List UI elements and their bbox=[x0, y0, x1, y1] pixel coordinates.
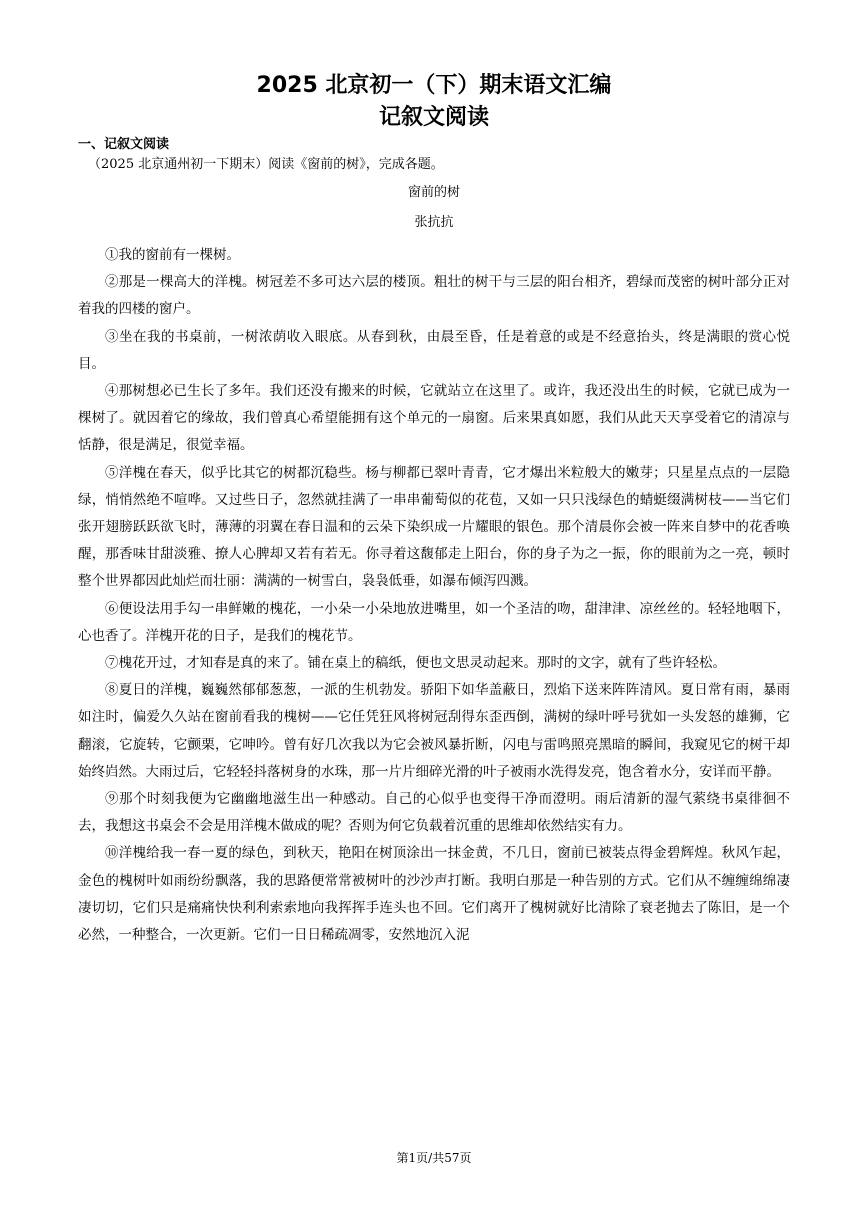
essay-paragraph-9: ⑨那个时刻我便为它幽幽地滋生出一种感动。自己的心似乎也变得干净而澄明。雨后清新的湿气萦绕书桌徘徊不去，我想这书桌会不会是用洋槐木做成的呢？否则为何它负载着沉重的思维却依然结实有力。 bbox=[78, 791, 790, 835]
essay-title: 窗前的树 bbox=[407, 185, 460, 200]
essay-author: 张抗抗 bbox=[414, 215, 454, 230]
essay-body bbox=[78, 242, 790, 949]
section-heading: 一、记叙文阅读 bbox=[78, 137, 170, 152]
essay-paragraph-5: ⑤洋槐在春天，似乎比其它的树都沉稳些。杨与柳都已翠叶青青，它才爆出米粒般大的嫩芽；只星星点点的一层隐绿，悄悄然绝不喧哗。又过些日子，忽然就挂满了一串串葡萄似的花苞，又如一只只浅绿色的蜻蜓缀满树枝——当它们张开翅膀跃跃欲飞时，薄薄的羽翼在春日温和的云朵下染织成一片耀眼的银色。那个清晨你会被一阵来自梦中的花香唤醒，那香味甘甜淡雅、撩人心脾却又若有若无。你寻着这馥郁走上阳台，你的身子为之一振，你的眼前为之一亮，顿时整个世界都因此灿烂而壮丽：满满的一树雪白，袅袅低垂，如瀑布倾泻四溅。 bbox=[78, 464, 790, 590]
essay-paragraph-10: ⑩洋槐给我一春一夏的绿色，到秋天，艳阳在树顶涂出一抹金黄，不几日，窗前已被装点得金碧辉煌。秋风乍起，金色的槐树叶如雨纷纷飘落，我的思路便常常被树叶的沙沙声打断。我明白那是一种告别的方式。它们从不缠缠绵绵凄凄切切，它们只是痛痛快快利利索索地向我挥挥手连头也不回。它们离开了槐树就好比清除了衰老抛去了陈旧，是一个必然，一种整合，一次更新。它们一日日稀疏凋零，安然地沉入泥 bbox=[78, 845, 790, 944]
essay-paragraph-1: ①我的窗前有一棵树。 bbox=[105, 247, 240, 263]
essay-paragraph-6: ⑥便设法用手勾一串鲜嫩的槐花，一小朵一小朵地放进嘴里，如一个圣洁的吻，甜津津、凉丝丝的。轻轻地咽下，心也香了。洋槐开花的日子，是我们的槐花节。 bbox=[78, 600, 790, 644]
page-number: 第1页/共57页 bbox=[396, 1151, 472, 1165]
essay-paragraph-2: ②那是一棵高大的洋槐。树冠差不多可达六层的楼顶。粗壮的树干与三层的阳台相齐，碧绿而茂密的树叶部分正对着我的四楼的窗户。 bbox=[78, 274, 790, 318]
question-source-line: （2025 北京通州初一下期末）阅读《窗前的树》，完成各题。 bbox=[88, 157, 444, 172]
page-subtitle: 记叙文阅读 bbox=[378, 105, 489, 130]
essay-paragraph-4: ④那树想必已生长了多年。我们还没有搬来的时候，它就站立在这里了。或许，我还没出生的时候，它就已成为一棵树了。就因着它的缘故，我们曾真心希望能拥有这个单元的一扇窗。后来果真如愿，我们从此天天享受着它的清凉与恬静，很是满足，很觉幸福。 bbox=[78, 383, 790, 454]
page-title: 2025 北京初一（下）期末语文汇编 bbox=[256, 73, 612, 98]
essay-paragraph-7: ⑦槐花开过，才知春是真的来了。铺在桌上的稿纸，便也文思灵动起来。那时的文字，就有了些许轻松。 bbox=[105, 655, 726, 672]
essay-paragraph-8: ⑧夏日的洋槐，巍巍然郁郁葱葱，一派的生机勃发。骄阳下如华盖蔽日，烈焰下送来阵阵清风。夏日常有雨，暴雨如注时，偏爱久久站在窗前看我的槐树——它任凭狂风将树冠刮得东歪西倒，满树的绿叶呼号犹如一头发怒的雄狮，它翻滚，它旋转，它颤栗，它呻吟。曾有好几次我以为它会被风暴折断，闪电与雷鸣照亮黑暗的瞬间，我窥见它的树干却始终岿然。大雨过后，它轻轻抖落树身的水珠，那一片片细碎光滑的叶子被雨水洗得发亮，饱含着水分，安详而平静。 bbox=[78, 682, 790, 780]
essay-paragraph-3: ③坐在我的书桌前，一树浓荫收入眼底。从春到秋，由晨至昏，任是着意的或是不经意抬头，终是满眼的赏心悦目。 bbox=[78, 328, 790, 372]
